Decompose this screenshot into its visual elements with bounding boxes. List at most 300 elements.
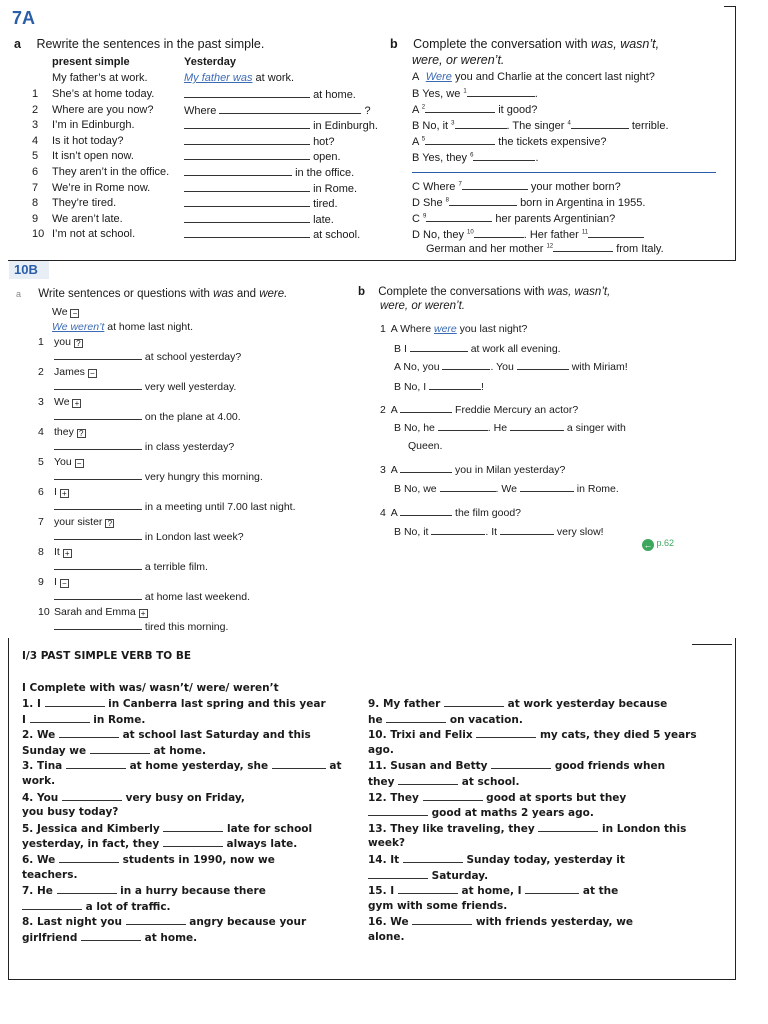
answer-blank[interactable]: [571, 119, 629, 129]
c2-line-a: 2 A Freddie Mercury an actor?: [380, 404, 579, 416]
answer-blank[interactable]: [126, 915, 186, 925]
answer-row: [54, 380, 236, 393]
prompt-row: [38, 456, 84, 468]
answer-blank[interactable]: [62, 791, 122, 801]
worksheet-text: at home, I: [461, 885, 522, 898]
conv-line-11: German and her mother $^{12}$ from Italy.: [426, 243, 664, 255]
answer-blank[interactable]: [449, 196, 517, 206]
sign-box: +: [72, 399, 81, 408]
answer-blank[interactable]: [184, 228, 310, 238]
answer-row: [54, 620, 228, 633]
sign-box: −: [75, 459, 84, 468]
item-number: 8: [38, 546, 44, 558]
answer-blank[interactable]: [81, 931, 141, 941]
worksheet-text: ago.: [368, 743, 394, 756]
item-number: 10: [38, 606, 50, 618]
item-subject: you: [54, 336, 71, 348]
answer-blank[interactable]: [368, 806, 428, 816]
answer-blank[interactable]: [45, 697, 105, 707]
answer-blank[interactable]: [22, 900, 82, 910]
item-number: 9: [38, 576, 44, 588]
worksheet-text: they: [368, 776, 395, 788]
example-answer: We weren’t at home last night.: [52, 321, 194, 333]
worksheet-text: my cats, they died 5 years: [539, 729, 697, 742]
sentence-row: [32, 119, 135, 131]
item-subject: You: [54, 456, 72, 468]
item-present: We aren’t late.: [52, 212, 123, 225]
example-answer-row: [184, 72, 294, 84]
worksheet-line: [368, 759, 665, 772]
example-answer: My father was: [184, 72, 253, 84]
answer-blank[interactable]: [588, 228, 644, 238]
sign-box: +: [139, 609, 148, 618]
item-subject: Sarah and Emma: [54, 606, 136, 618]
answer-row: [184, 104, 371, 117]
worksheet-text: late for school: [227, 822, 313, 835]
worksheet-text: 11. Susan and Betty: [368, 760, 488, 773]
worksheet-line: [22, 931, 197, 944]
answer-blank[interactable]: [54, 530, 142, 540]
item-number: 3: [38, 396, 44, 408]
answer-blank[interactable]: [184, 182, 310, 192]
item-number: 5: [32, 150, 39, 163]
answer-blank[interactable]: [440, 482, 496, 492]
worksheet-line: [368, 837, 405, 849]
item-present: It isn’t open now.: [52, 150, 134, 163]
worksheet-text: 12. They: [368, 791, 419, 804]
answer-blank[interactable]: [462, 180, 528, 190]
answer-row: [54, 530, 244, 543]
item-number: 3: [32, 119, 39, 132]
answer-blank[interactable]: [184, 88, 310, 98]
sign-box: +: [63, 549, 72, 558]
item-tail: late.: [313, 213, 334, 226]
item-tail: at home last weekend.: [144, 591, 250, 603]
section-7a-title: 7A: [12, 8, 36, 28]
answer-blank[interactable]: [184, 197, 310, 207]
answer-row: [184, 182, 357, 195]
worksheet-text: at the: [582, 885, 619, 898]
worksheet-line: [22, 728, 311, 741]
exercise-b-label: b Complete the conversation with was, wasn’t,: [390, 37, 660, 51]
worksheet-text: 1. I: [22, 698, 41, 710]
item-number: 6: [32, 166, 39, 178]
prompt-row: [38, 546, 72, 558]
item-present: I’m not at school.: [52, 228, 136, 241]
sentence-row: [32, 135, 124, 147]
answer-blank[interactable]: [476, 728, 536, 738]
worksheet-text: 2. We: [22, 729, 56, 742]
answer-blank[interactable]: [442, 360, 490, 370]
item-subject: James: [54, 366, 85, 378]
worksheet-line: [368, 697, 667, 710]
answer-blank[interactable]: [510, 421, 564, 431]
worksheet-line: [22, 791, 245, 804]
item-present: She’s at home today.: [52, 88, 155, 100]
sign-box: ?: [74, 339, 83, 348]
answer-blank[interactable]: [54, 350, 142, 360]
answer-blank[interactable]: [54, 620, 142, 630]
page-reference-link[interactable]: ← p.62: [643, 538, 675, 550]
worksheet-line: [368, 915, 633, 928]
item-tail: in Rome.: [313, 182, 358, 195]
c2-line-b: B No, he . He a singer with: [394, 422, 626, 434]
answer-blank[interactable]: [59, 853, 119, 863]
c1-line-a: 1 A Where were you last night?: [380, 323, 528, 335]
item-subject: It: [54, 546, 60, 558]
worksheet-line: [22, 744, 206, 757]
item-tail: in the office.: [295, 167, 355, 179]
answer-blank[interactable]: [184, 135, 310, 145]
answer-blank[interactable]: [444, 697, 504, 707]
answer-blank[interactable]: [455, 119, 507, 129]
answer-blank[interactable]: [184, 150, 310, 160]
item-tail: open.: [313, 151, 341, 164]
worksheet-text: girlfriend: [22, 932, 78, 944]
arrow-left-icon: ←: [643, 540, 653, 550]
item-tail: on the plane at 4.00.: [144, 411, 241, 423]
worksheet-text: alone.: [368, 931, 405, 943]
worksheet-line: [368, 931, 404, 943]
item-subject: your sister: [54, 516, 103, 528]
example-subject: We −: [52, 306, 79, 318]
conv-line-5: A $^5$ the tickets expensive?: [412, 136, 607, 148]
worksheet-text: at work yesterday because: [507, 698, 668, 710]
item-number: 4: [32, 134, 39, 147]
sign-box: −: [60, 579, 69, 588]
worksheet-text: 13. They like traveling, they: [368, 822, 535, 835]
worksheet-text: Sunday today, yesterday it: [466, 854, 625, 866]
answer-blank[interactable]: [184, 213, 310, 223]
answer-blank[interactable]: [54, 380, 142, 390]
prompt-row: [38, 516, 114, 528]
worksheet-text: a lot of traffic.: [85, 900, 171, 913]
answer-blank[interactable]: [163, 837, 223, 847]
exercise-10b-b-label-line2: were, or weren’t.: [380, 300, 466, 312]
item-tail: tired this morning.: [144, 621, 229, 633]
answer-blank[interactable]: [398, 775, 458, 785]
worksheet-line: [22, 697, 326, 710]
item-subject: I: [54, 486, 57, 498]
worksheet-instruction: I Complete with was/ wasn’t/ were/ weren’t: [22, 682, 279, 694]
sentence-row: [32, 197, 116, 209]
worksheet-line: [368, 791, 626, 804]
sentence-row: [32, 166, 169, 178]
item-number: 7: [38, 516, 44, 528]
worksheet-text: you busy today?: [22, 806, 119, 819]
worksheet-text: students in 1990, now we: [122, 854, 275, 866]
answer-blank[interactable]: [525, 884, 579, 894]
worksheet-title: I/3 PAST SIMPLE VERB TO BE: [22, 650, 192, 662]
answer-blank[interactable]: [184, 119, 310, 129]
prompt-row: [38, 336, 83, 348]
worksheet-line: [22, 900, 171, 913]
conv-line-7: C Where $^7$ your mother born?: [412, 181, 621, 193]
worksheet-text: 6. We: [22, 854, 56, 866]
section-7a-top-rule: [724, 6, 736, 7]
worksheet-text: 14. It: [368, 854, 400, 866]
c4-line-a: 4 A the film good?: [380, 507, 522, 519]
answer-row: [54, 500, 296, 513]
answer-row: [184, 135, 334, 148]
answer-row: [184, 119, 378, 132]
item-number: 2: [32, 103, 39, 116]
sentence-row: [32, 228, 135, 240]
example-present: My father’s at work.: [52, 72, 148, 84]
item-tail: hot?: [313, 135, 335, 148]
item-present: Where are you now?: [52, 103, 154, 116]
item-tail: at home.: [313, 89, 356, 101]
answer-blank[interactable]: [474, 228, 524, 238]
sign-box: ?: [105, 519, 114, 528]
answer-row: [184, 197, 338, 210]
conv-line-8: D She $^8$ born in Argentina in 1955.: [412, 197, 646, 209]
worksheet-line: [368, 744, 394, 756]
answer-row: [54, 350, 241, 363]
worksheet-text: with friends yesterday, we: [475, 916, 634, 929]
answer-blank[interactable]: [429, 380, 481, 390]
worksheet-line: [368, 713, 523, 726]
item-tail: at school yesterday?: [144, 351, 242, 363]
answer-blank[interactable]: [553, 242, 613, 252]
conv-line-10: D No, they $^{10}$ . Her father $^{11}$: [412, 228, 644, 241]
answer-blank[interactable]: [219, 104, 361, 114]
example-tail: at work.: [255, 72, 295, 84]
answer-blank[interactable]: [386, 713, 446, 723]
prompt-row: [38, 426, 86, 438]
answer-blank[interactable]: [425, 135, 495, 145]
worksheet-text: in London this: [602, 822, 687, 835]
worksheet-line: [368, 869, 488, 882]
answer-blank[interactable]: [426, 212, 492, 222]
worksheet-line: [368, 728, 697, 741]
sign-box: +: [60, 489, 69, 498]
worksheet-text: 7. He: [22, 885, 53, 898]
conv-line-3: A $^2$ it good?: [412, 104, 538, 116]
answer-blank[interactable]: [473, 151, 535, 161]
item-tail: in a meeting until 7.00 last night.: [144, 501, 296, 513]
answer-blank[interactable]: [491, 759, 551, 769]
prompt-row: [38, 366, 97, 378]
item-number: 10: [32, 228, 45, 241]
worksheet-text: I: [22, 713, 26, 726]
worksheet-text: angry because your: [189, 916, 307, 929]
answer-blank[interactable]: [400, 506, 452, 516]
worksheet-text: very busy on Friday,: [125, 791, 245, 804]
answer-blank[interactable]: [431, 525, 485, 535]
answer-blank[interactable]: [30, 713, 90, 723]
sign-box: −: [70, 309, 79, 318]
answer-blank[interactable]: [403, 853, 463, 863]
worksheet-text: good friends when: [554, 760, 666, 773]
answer-row: [54, 410, 241, 423]
c2-line-b2: Queen.: [408, 440, 443, 452]
worksheet-text: on vacation.: [449, 713, 523, 726]
c4-line-b: B No, it . It very slow!: [394, 526, 604, 538]
answer-blank[interactable]: [412, 915, 472, 925]
worksheet-text: at home.: [144, 932, 198, 944]
answer-blank[interactable]: [66, 759, 126, 769]
worksheet-text: 16. We: [368, 916, 409, 929]
answer-blank[interactable]: [467, 87, 535, 97]
worksheet-text: in a hurry because there: [120, 885, 266, 898]
answer-blank[interactable]: [59, 728, 119, 738]
answer-row: [54, 560, 208, 573]
prompt-row: [38, 606, 148, 618]
item-tail: very hungry this morning.: [144, 471, 263, 483]
item-tail: ?: [364, 104, 371, 117]
answer-blank[interactable]: [425, 103, 495, 113]
worksheet-line: [368, 853, 625, 866]
c3-line-b: B No, we . We in Rome.: [394, 483, 619, 495]
worksheet-line: [22, 713, 145, 726]
answer-blank[interactable]: [517, 360, 569, 370]
worksheet-text: 10. Trixi and Felix: [368, 729, 473, 742]
worksheet-text: week?: [368, 837, 406, 850]
item-tail: very well yesterday.: [144, 381, 237, 393]
worksheet-line: [22, 775, 55, 787]
item-subject: I: [54, 576, 57, 588]
answer-blank[interactable]: [54, 590, 142, 600]
prompt-row: [38, 486, 69, 498]
item-present: They aren’t in the office.: [52, 166, 170, 178]
worksheet-text: 5. Jessica and Kimberly: [22, 822, 160, 835]
worksheet-text: 9. My father: [368, 698, 441, 710]
worksheet-text: good at maths 2 years ago.: [431, 807, 594, 820]
worksheet-line: [368, 884, 618, 897]
worksheet-text: teachers.: [22, 868, 78, 881]
answer-blank[interactable]: [423, 791, 483, 801]
worksheet-text: he: [368, 713, 383, 726]
prompt-row: [38, 576, 69, 588]
answer-blank[interactable]: [272, 759, 326, 769]
worksheet-line: [22, 822, 312, 835]
item-subject: they: [54, 426, 74, 438]
item-number: 7: [32, 181, 39, 194]
worksheet-text: 8. Last night you: [22, 916, 122, 929]
worksheet-text: gym with some friends.: [368, 899, 508, 912]
answer-blank[interactable]: [500, 525, 554, 535]
item-tail: in Edinburgh.: [313, 120, 378, 133]
sign-box: −: [88, 369, 97, 378]
conv-divider: [412, 172, 716, 173]
exercise-a-label: [14, 37, 264, 51]
item-number: 5: [38, 456, 44, 468]
worksheet-line: [368, 900, 507, 912]
answer-row: [54, 440, 234, 453]
worksheet-line: [22, 806, 118, 818]
worksheet-text: 4. You: [22, 791, 59, 804]
item-number: 2: [38, 366, 44, 378]
answer-row: [54, 470, 263, 483]
answer-row: [184, 88, 356, 101]
answer-blank[interactable]: [368, 869, 428, 879]
item-number: 6: [38, 486, 44, 498]
col-yesterday: Yesterday: [184, 56, 236, 68]
conv-line-4: B No, it $^3$ . The singer $^4$ terrible.: [412, 120, 669, 132]
worksheet-text: at: [329, 760, 342, 773]
sentence-row: [32, 104, 154, 116]
answer-blank[interactable]: [54, 500, 142, 510]
worksheet-line: [368, 806, 594, 819]
item-present: They’re tired.: [52, 197, 117, 210]
answer-blank[interactable]: [400, 403, 452, 413]
answer-blank[interactable]: [57, 884, 117, 894]
conv-line-6: B Yes, they $^6$ .: [412, 152, 539, 164]
answer-blank[interactable]: [438, 421, 488, 431]
answer-row: [184, 213, 334, 226]
worksheet-line: [22, 915, 306, 928]
worksheet-line: [368, 775, 520, 788]
worksheet-text: at home.: [153, 744, 206, 757]
item-present: Is it hot today?: [52, 134, 124, 147]
item-prefix: Where: [184, 104, 217, 117]
answer-blank[interactable]: [54, 410, 142, 420]
answer-blank[interactable]: [54, 560, 142, 570]
worksheet-text: at school last Saturday and this: [122, 729, 311, 742]
col-present: present simple: [52, 56, 130, 68]
conv-line-9: C $^9$ her parents Argentinian?: [412, 213, 616, 225]
answer-blank[interactable]: [54, 440, 142, 450]
worksheet-text: work.: [22, 775, 56, 787]
item-number: 9: [32, 212, 39, 225]
answer-blank[interactable]: [398, 884, 458, 894]
item-number: 1: [38, 336, 44, 348]
sentence-row: [32, 213, 123, 225]
conv-line-1: A Were you and Charlie at the concert last night?: [412, 71, 655, 83]
worksheet-text: always late.: [226, 838, 298, 851]
answer-blank[interactable]: [90, 744, 150, 754]
item-tail: in class yesterday?: [144, 441, 235, 453]
example-row: [52, 72, 148, 84]
worksheet-top-rule: [692, 644, 732, 645]
item-tail: a terrible film.: [144, 561, 208, 573]
worksheet-text: at school.: [461, 776, 520, 788]
item-tail: at school.: [313, 229, 361, 242]
answer-blank[interactable]: [410, 342, 468, 352]
section-10b-title: 10B: [14, 262, 38, 277]
item-present: We’re in Rome now.: [52, 181, 151, 194]
worksheet-text: yesterday, in fact, they: [22, 838, 160, 851]
answer-blank[interactable]: [538, 822, 598, 832]
item-present: I’m in Edinburgh.: [52, 119, 135, 132]
answer-blank[interactable]: [400, 463, 452, 473]
worksheet-line: [368, 822, 686, 835]
answer-row: [54, 590, 250, 603]
sentence-row: [32, 150, 134, 162]
sign-box: ?: [77, 429, 86, 438]
c1-line-b2: B No, I !: [394, 381, 484, 393]
answer-blank[interactable]: [184, 166, 292, 176]
exercise-10b-a-label: a Write sentences or questions with was and were.: [16, 288, 288, 300]
worksheet-line: [22, 869, 77, 881]
worksheet-text: in Canberra last spring and this year: [108, 698, 326, 710]
answer-blank[interactable]: [163, 822, 223, 832]
worksheet-line: [22, 837, 297, 850]
exercise-letter: a: [14, 37, 21, 51]
answer-blank[interactable]: [54, 470, 142, 480]
c3-line-a: 3 A you in Milan yesterday?: [380, 464, 566, 476]
item-number: 4: [38, 426, 44, 438]
worksheet-text: good at sports but they: [486, 791, 627, 804]
sentence-row: [32, 88, 154, 100]
worksheet-line: [22, 884, 266, 897]
answer-row: [184, 166, 354, 179]
worksheet-text: 15. I: [368, 885, 395, 898]
answer-blank[interactable]: [520, 482, 574, 492]
item-number: 1: [32, 88, 39, 100]
item-subject: We: [54, 396, 70, 408]
